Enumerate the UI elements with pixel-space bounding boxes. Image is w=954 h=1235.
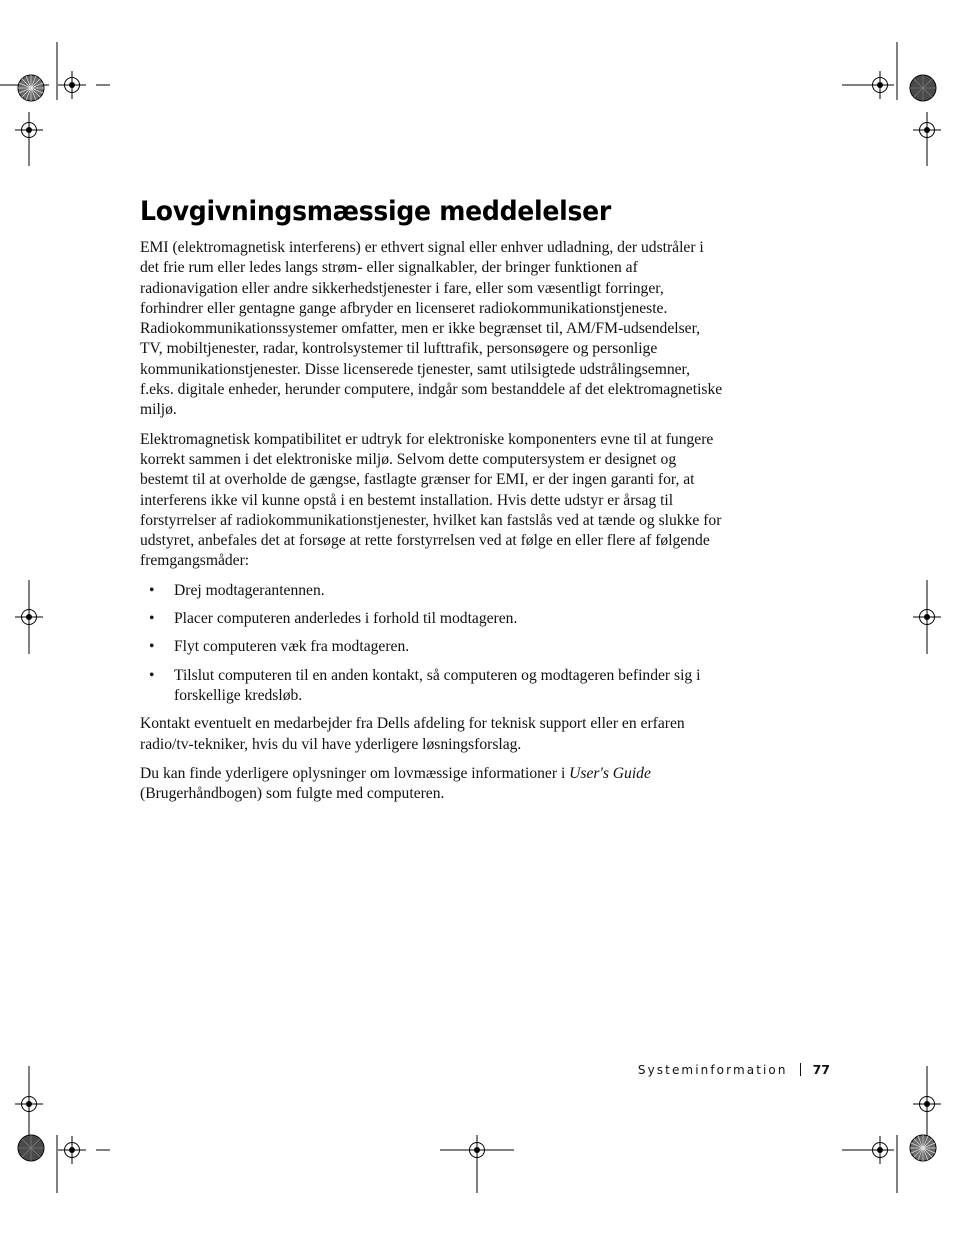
crop-mark-top-left [0,42,110,166]
page-title: Lovgivningsmæssige meddelelser [140,196,611,227]
list-item [140,637,725,657]
registration-target-icon [58,1136,86,1164]
paragraph-emi: EMI (elektromagnetisk interferens) er ethvert signal eller enhver udladning, der udstråler i det frie rum eller ledes langs strøm- eller signalkabler, der bringer funktionen af radionavigation eller andre sikkerhedstjenester i fare, eller som væsentligt forringer, forhindrer eller gentagne gange afbryder en licenseret radiokommunikationstjeneste. Radiokommunikationssystemer omfatter, men er ikke begrænset til, AM/FM-udsendelser, TV, mobiltjenester, radar, kontrolsystemer til lufttrafik, personsøgere og personlige kommunikationstjenester. Disse licenserede tjenester, samt utilsigtede udstrålingsemner, f.eks. digitale enheder, herunder computere, indgår som bestanddele af det elektromagnetiske miljø. [140,239,723,419]
paragraph-more-info [140,764,725,805]
registration-target-icon [913,603,941,631]
list-item [140,666,725,707]
star-target-icon [18,75,44,101]
bullet-icon: • [149,638,155,656]
registration-target-icon [58,71,86,99]
main-content [140,238,725,813]
bullet-list [140,581,725,706]
crop-mark-bottom-left [29,1066,110,1193]
registration-target-icon [913,1090,941,1118]
registration-target-icon [866,1136,894,1164]
crop-mark-top-right [842,42,927,166]
list-item [140,581,725,601]
more-info-text-end: (Brugerhåndbogen) som fulgte med computeren. [140,785,445,803]
registration-target-icon [463,1136,491,1164]
list-item-text: Drej modtagerantennen. [174,581,325,599]
paragraph-contact: Kontakt eventuelt en medarbejder fra Dells afdeling for teknisk support eller en erfaren radio/tv-tekniker, hvis du vil have yderligere løsningsforslag. [140,715,685,753]
registration-target-icon [913,116,941,144]
footer-divider [800,1063,801,1076]
registration-target-icon [15,603,43,631]
bullet-icon: • [149,666,155,684]
list-item-text: Placer computeren anderledes i forhold til modtageren. [174,610,518,628]
bullet-icon: • [149,581,155,599]
list-item [140,609,725,629]
list-item-text: Tilslut computeren til en anden kontakt, så computeren og modtageren befinder sig i forskellige kredsløb. [174,666,701,704]
star-target-icon [910,75,936,101]
star-target-icon [18,1135,44,1161]
users-guide-reference: User's Guide [569,764,651,782]
registration-target-icon [15,1090,43,1118]
page-number: 77 [812,1062,830,1077]
star-target-icon [910,1135,936,1161]
footer-section-title: Systeminformation [637,1062,788,1077]
crop-mark-bottom-right [842,1066,927,1193]
paragraph-compatibility: Elektromagnetisk kompatibilitet er udtryk for elektroniske komponenters evne til at fungere korrekt sammen i det elektroniske miljø. Selvom dette computersystem er designet og bestemt til at overholde de gængse, fastlagte grænser for EMI, er der ingen garanti for, at interferens ikke vil kunne opstå i en bestemt installation. Hvis dette udstyr er årsag til forstyrrelser af radiokommunikationstjenester, hvilket kan fastslås ved at tænde og slukke for udstyret, anbefales det at forsøge at rette forstyrrelsen ved at følge en eller flere af følgende fremgangsmåder: [140,430,722,570]
list-item-text: Flyt computeren væk fra modtageren. [174,638,410,656]
registration-target-icon [866,71,894,99]
page-footer [638,1062,830,1077]
registration-target-icon [15,116,43,144]
bullet-icon: • [149,610,155,628]
more-info-text: Du kan finde yderligere oplysninger om lovmæssige informationer i [140,764,570,782]
